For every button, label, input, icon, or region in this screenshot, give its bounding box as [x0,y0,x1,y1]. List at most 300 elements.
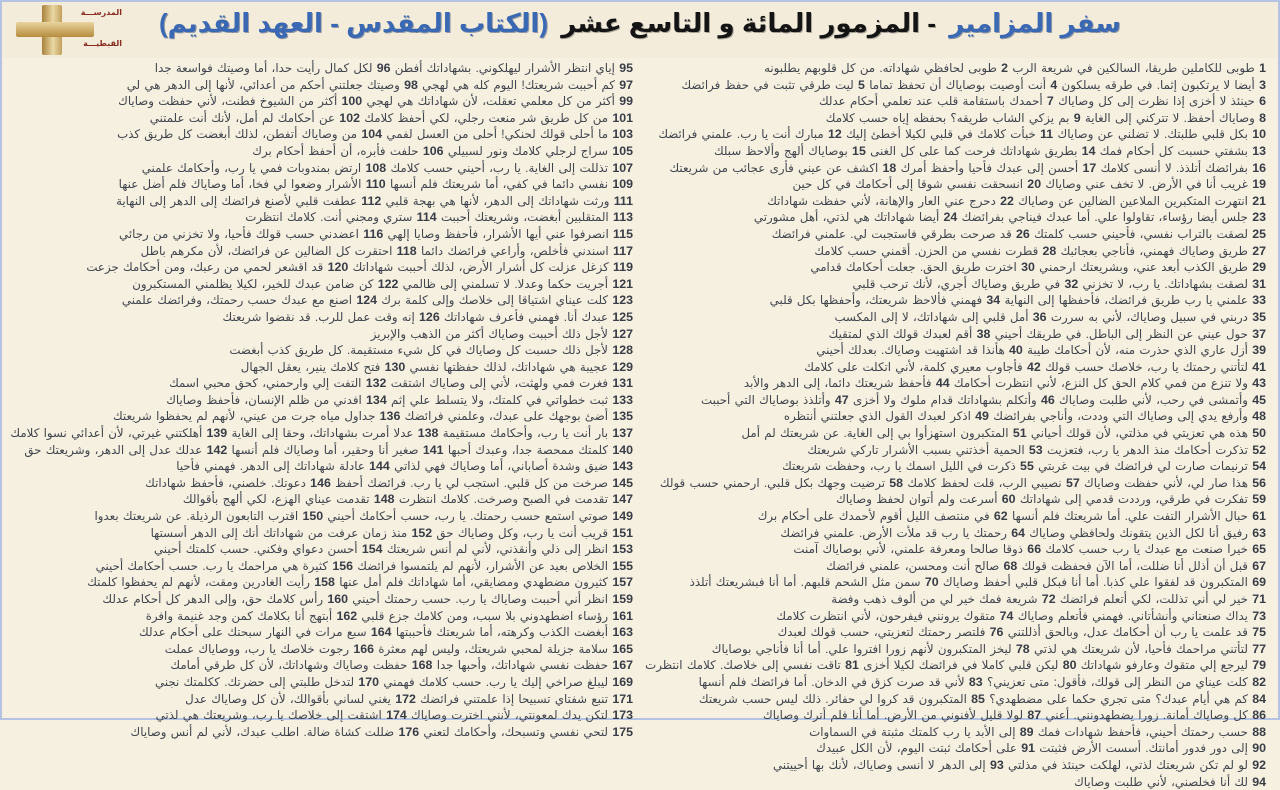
verse-number-136: 136 [379,409,401,424]
verse-111: 111 ورثت شهاداتك إلى الدهر، لأنها هي بهجة قلبي [385,193,633,208]
verse-number-128: 128 [612,343,633,358]
verse-77: 77 لتأتني مراحمك فأحيا، لأن شريعتك هي لذتي [1033,641,1266,656]
verse-102: 102 عن أحكامك لم أمل، لأنك أنت علمتني [149,110,360,125]
verse-18: 18 اكشف عن عيني فأرى عجائب من شريعتك [669,160,897,175]
verse-1: 1 طوبى للكاملين طريقا، السالكين في شريعة الرب [1012,61,1266,75]
verse-number-21: 21 [1252,193,1266,208]
verse-number-158: 158 [314,575,335,590]
verse-number-149: 149 [612,509,633,524]
verse-number-141: 141 [422,442,444,457]
verse-2: 2 طوبى لحافظي شهاداته. من كل قلوبهم يطلبونه [764,61,1009,75]
verse-number-59: 59 [1252,492,1266,507]
verse-29: 29 طريق الكذب أبعد عني، وبشريعتك ارحمني [1039,260,1266,275]
verse-55: 55 ذكرت في الليل اسمك يا رب، وحفظت شريعتك [782,459,1034,474]
verse-number-27: 27 [1252,243,1266,258]
verse-number-23: 23 [1252,210,1266,225]
verse-number-115: 115 [613,226,633,241]
verse-number-11: 11 [1040,127,1054,142]
verse-number-54: 54 [1252,459,1266,474]
verse-number-38: 38 [976,326,991,341]
verse-139: 139 أهلكتني غيرتي، لأن أعدائي نسوا كلامك [10,426,228,441]
verse-70: 70 سمن مثل الشحم قلبهم. أما أنا فبشريعتك أتلذذ [689,575,939,590]
verse-12: 12 مبارك أنت يا رب. علمني فرائضك [658,127,842,142]
header [2,2,1278,58]
verse-123: 123 كلت عيناي اشتياقا إلى خلاصك وإلى كلمة برك [381,293,633,308]
verse-number-9: 9 [1073,110,1081,125]
verse-152: 152 منذ زمان عرفت من شهاداتك أنك إلى الدهر أسستها [150,525,433,540]
verse-number-148: 148 [373,492,395,507]
verse-43: 43 ولا تنزع من فمي كلام الحق كل النزع، لأني انتظرت أحكامك [953,376,1266,391]
verse-number-53: 53 [1028,442,1043,457]
verse-number-150: 150 [302,509,324,524]
verse-number-161: 161 [612,608,633,623]
verse-88: 88 حسب رحمتك أحيني، فأحفظ شهادات فمك [1037,724,1266,739]
verse-number-79: 79 [1252,658,1266,673]
verse-45: 45 وأتمشى في رحب، لأني طلبت وصاياك [1059,392,1266,407]
verse-number-86: 86 [1252,708,1266,723]
verse-number-48: 48 [1252,409,1266,424]
verse-number-126: 126 [419,309,440,324]
verse-number-174: 174 [386,708,407,723]
verse-number-45: 45 [1252,392,1266,407]
verse-number-123: 123 [612,293,633,308]
verse-32: 32 في طريق وصاياك أجري، لأنك ترحب قلبي [852,276,1079,291]
verse-number-7: 7 [1046,94,1054,109]
verse-10: 10 بكل قلبي طلبتك. لا تضلني عن وصاياك [1057,127,1266,142]
verse-38: 38 أقم لعبدك قولك الذي لمتقيك [828,326,991,341]
verse-number-118: 118 [396,243,417,258]
verse-58: 58 ترضيت وجهك بكل قلبي. ارحمني حسب قولك [659,475,904,490]
verse-number-127: 127 [612,326,633,341]
verse-number-41: 41 [1252,359,1266,374]
verse-41: 41 لتأتني رحمتك يا رب، خلاصك حسب قولك [1045,359,1266,374]
verse-34: 34 فهمني فألاحظ شريعتك، وأحفظها بكل قلبي [769,293,1001,308]
verse-107: 107 تذللت إلى الغاية. يا رب، أحيني حسب كلامك [390,160,633,175]
verse-number-98: 98 [404,77,418,92]
verse-59: 59 تفكرت في طرقي، ورددت قدمي إلى شهاداتك [1019,492,1266,507]
verse-number-43: 43 [1252,376,1266,391]
verse-26: 26 قد صرحت بطرقي فاستجبت لي. علمني فرائضك [771,226,1030,241]
verses-column-left-95-176 [10,60,633,739]
verse-85: 85 المتكبرون قد كروا لي حفائر. ذلك ليس حسب شريعتك [698,691,985,706]
verse-84: 84 كم هي أيام عبدك؟ متى تجري حكما على مضطهدي؟ [989,691,1266,706]
verse-172: 172 يغني لساني بأقوالك، لأن كل وصاياك عدل [185,691,416,706]
verse-60: 60 أسرعت ولم أتوان لحفظ وصاياك [836,492,1016,507]
verse-number-165: 165 [612,641,633,656]
verse-number-173: 173 [612,708,633,723]
verse-number-95: 95 [619,61,633,75]
verse-80: 80 ليكن قلبي كاملا في فرائضك لكيلا أخزى [863,658,1077,673]
verse-number-151: 151 [612,525,633,540]
verse-113: 113 المتقلبين أبغضت، وشريعتك أحببت [440,210,633,225]
verse-174: 174 اشتقت إلى خلاصك يا رب، وشريعتك هي لذتي [155,708,407,723]
verse-number-168: 168 [411,658,433,673]
verses-column-right-1-94 [643,60,1266,789]
verse-40: 40 هأنذا قد اشتهيت وصاياك. بعدلك أحيني [816,343,1023,358]
verse-number-13: 13 [1252,143,1266,158]
verse-number-58: 58 [889,475,904,490]
logo-text-top: المدرســـة [80,8,122,17]
verse-number-133: 133 [612,392,633,407]
verse-number-16: 16 [1252,160,1266,175]
verse-147: 147 تقدمت في الصبح وصرخت. كلامك انتظرت [398,492,633,507]
verse-69: 69 المتكبرون قد لفقوا علي كذبا. أما أنا فبكل قلبي أحفظ وصاياك [942,575,1266,590]
verse-number-35: 35 [1252,309,1266,324]
verse-87: 87 لولا قليل لأفنوني من الأرض. أما أنا فلم أترك وصاياك [763,708,1042,723]
verse-118: 118 احتقرت كل الضالين عن فرائضك، لأن مكرهم باطل [140,243,417,258]
verse-136: 136 جداول مياه جرت من عيني، لأنهم لم يحفظوا شريعتك [112,409,401,424]
verse-160: 160 رأس كلامك حق، وإلى الدهر كل أحكام عدلك [102,592,349,606]
verse-17: 17 أحسن إلى عبدك فأحيا وأحفظ أمرك [900,160,1097,175]
verse-146: 146 دعوتك. خلصني، فأحفظ شهاداتك [145,475,331,490]
verse-number-57: 57 [1065,475,1080,490]
verse-49: 49 اذكر لعبدك القول الذي جعلتني أنتظره [783,409,989,424]
verse-114: 114 ستري ومجني أنت. كلامك انتظرت [245,210,437,225]
verse-number-19: 19 [1252,177,1266,192]
verse-number-90: 90 [1252,741,1266,756]
verse-48: 48 وأرفع يدي إلى وصاياك التي وددت، وأناجي بفرائضك [993,409,1266,424]
verse-number-137: 137 [612,426,633,441]
verse-number-156: 156 [332,558,353,573]
verse-6: 6 حينئذ لا أخزى إذا نظرت إلى كل وصاياك [1058,94,1266,109]
verse-167: 167 حفظت نفسي شهاداتك، وأحبها جدا [436,658,633,673]
verse-140: 140 كلمتك ممحصة جدا، وعبدك أحبها [447,442,633,457]
verse-71: 71 خير لي أني تذللت، لكي أتعلم فرائضك [1059,592,1266,606]
verse-119: 119 كزغل عزلت كل أشرار الأرض، لذلك أحببت شهاداتك [352,260,633,275]
verse-number-67: 67 [1252,558,1266,573]
verse-number-77: 77 [1252,641,1266,656]
verse-number-162: 162 [336,608,358,623]
verse-164: 164 سبع مرات في النهار سبحتك على أحكام عدلك [139,625,392,640]
verse-number-110: 110 [365,177,386,192]
verse-number-65: 65 [1252,542,1266,557]
verse-number-80: 80 [1062,658,1077,673]
verse-15: 15 بوصاياك ألهج وألاحظ سبلك [713,143,866,158]
verse-number-71: 71 [1252,592,1266,606]
verse-117: 117 اسندني فأخلص، وأراعي فرائضك دائما [420,243,633,258]
verse-66: 66 ذوقا صالحا ومعرفة علمني، لأني بوصاياك آمنت [793,542,1042,557]
verse-158: 158 رأيت الغادرين ومقت، لأنهم لم يحفظوا كلمتك [87,575,335,590]
verse-number-176: 176 [398,724,420,739]
verse-number-84: 84 [1252,691,1266,706]
verse-number-1: 1 [1259,61,1266,75]
verse-number-44: 44 [935,376,950,391]
verse-23: 23 جلس أيضا رؤساء، تقاولوا علي. أما عبدك فيناجي بفرائضك [961,210,1266,225]
verse-74: 74 متقوك يرونني فيفرحون، لأني انتظرت كلامك [776,608,1014,623]
verse-159: 159 انظر أني أحببت وصاياك يا رب. حسب رحمتك أحيني [352,592,633,606]
verse-25: 25 لصقت بالتراب نفسي، فأحيني حسب كلمتك [1034,226,1266,241]
verse-number-97: 97 [619,77,633,92]
verse-number-170: 170 [358,674,380,689]
verse-50: 50 هذه هي تعزيتي في مذلتي، لأن قولك أحياني [1030,426,1266,441]
verse-number-102: 102 [339,110,360,125]
verse-number-5: 5 [858,77,865,92]
verse-76: 76 فلتصر رحمتك لتعزيتي، حسب قولك لعبدك [777,625,1004,640]
verse-number-159: 159 [612,592,633,606]
verse-161: 161 رؤساء اضطهدوني بلا سبب، ومن كلامك جزع قلبي [361,608,633,623]
verse-number-4: 4 [1050,77,1058,92]
verse-44: 44 فأحفظ شريعتك دائما، إلى الدهر والأبد [743,376,950,391]
verse-number-91: 91 [1021,741,1035,756]
verse-number-81: 81 [845,658,859,673]
verse-number-175: 175 [612,724,633,739]
verse-number-63: 63 [1252,525,1266,540]
verse-number-33: 33 [1252,293,1266,308]
verse-number-132: 132 [365,376,387,391]
verse-132: 132 التفت إلي وارحمني، كحق محبي اسمك [169,376,387,391]
verse-81: 81 تاقت نفسي إلى خلاصك. كلامك انتظرت [645,658,859,673]
verse-number-49: 49 [975,409,989,424]
verse-143: 143 ضيق وشدة أصاباني، أما وصاياك فهي لذاتي [394,459,633,474]
verse-number-62: 62 [993,509,1008,524]
verse-137: 137 بار أنت يا رب، وأحكامك مستقيمة [442,426,633,441]
verse-14: 14 بطريق شهاداتك فرحت كما على كل الغنى [870,143,1096,158]
verse-number-46: 46 [1040,392,1055,407]
verse-156: 156 كثيرة هي مراحمك يا رب. حسب أحكامك أحيني [95,558,353,573]
verse-number-51: 51 [1012,426,1027,441]
verse-number-121: 121 [612,276,633,291]
verse-67: 67 قبل أن أذلل أنا ضللت، أما الآن فحفظت قولك [1021,558,1266,573]
verse-127: 127 لأجل ذلك أحببت وصاياك أكثر من الذهب والإبريز [370,326,633,341]
verse-number-140: 140 [612,442,633,457]
verse-5: 5 ليت طرقي تثبت في حفظ فرائضك [681,77,865,92]
verse-number-32: 32 [1064,276,1079,291]
verse-number-106: 106 [422,143,444,158]
verse-number-143: 143 [612,459,633,474]
verse-170: 170 لتدخل طلبتي إلى حضرتك. ككلمتك نجني [154,674,380,689]
verse-number-124: 124 [356,293,378,308]
verse-93: 93 إلى الدهر لا أنسى وصاياك، لأنك بها أحييتني [772,757,1004,772]
verse-86: 86 كل وصاياك أمانة. زورا يضطهدونني. أعني [1045,708,1266,723]
verse-number-17: 17 [1082,160,1097,175]
verse-142: 142 عدلك عدل إلى الدهر، وشريعتك حق [24,442,228,457]
logo-text-bottom: القبطيـــة [83,39,122,48]
verse-37: 37 حول عيني عن النظر إلى الباطل. في طريقك أحيني [994,326,1266,341]
page-title [2,8,1278,39]
verse-number-66: 66 [1027,542,1042,557]
verse-42: 42 فأجاوب معيري كلمة، لأني اتكلت على كلامك [804,359,1041,374]
verse-103: 103 ما أحلى قولك لحنكي! أحلى من العسل لفمي [386,127,633,142]
verse-number-15: 15 [852,143,866,158]
verse-51: 51 المتكبرون استهزأوا بي إلى الغاية. عن شريعتك لم أمل [741,426,1027,441]
verse-62: 62 في منتصف الليل أقوم لأحمدك على أحكام برك [757,509,1008,524]
verse-number-103: 103 [612,127,633,142]
verse-79: 79 ليرجع إلي متقوك وعارفو شهاداتك [1080,658,1266,673]
verse-number-69: 69 [1252,575,1266,590]
verse-54: 54 ترنيمات صارت لي فرائضك في بيت غربتي [1038,459,1266,474]
verse-number-89: 89 [1019,724,1034,739]
verse-number-70: 70 [924,575,939,590]
verse-number-8: 8 [1259,110,1266,125]
verse-98: 98 وصيتك جعلتني أحكم من أعدائي، لأنها إلى الدهر هي لي [126,77,418,92]
verse-133: 133 ثبت خطواتي في كلمتك، ولا يتسلط علي إثم [391,392,633,407]
verse-94: 94 لك أنا فخلصني، لأني طلبت وصاياك [1074,774,1266,789]
verse-number-50: 50 [1252,426,1266,441]
verse-47: 47 وأتلذذ بوصاياك التي أحببت [701,392,849,407]
verse-97: 97 كم أحببت شريعتك! اليوم كله هي لهجي [422,77,633,92]
verse-number-83: 83 [968,674,983,689]
verse-169: 169 ليبلغ صراخي إليك يا رب. حسب كلامك فهمني [383,674,633,689]
verse-112: 112 عطفت قلبي لأصنع فرائضك إلى الدهر إلى النهاية [116,193,382,208]
verse-number-101: 101 [612,110,633,125]
verse-number-39: 39 [1252,343,1266,358]
verse-20: 20 انسحقت نفسي شوقا إلى أحكامك في كل حين [792,177,1042,192]
verse-150: 150 اقترب التابعون الرذيلة. عن شريعتك بعدوا [94,509,324,524]
verse-number-20: 20 [1027,177,1042,192]
verse-36: 36 أمل قلبي إلى شهاداتك، لا إلى المكسب [834,309,1047,324]
verse-number-169: 169 [612,674,633,689]
verse-number-73: 73 [1252,608,1266,623]
verse-number-171: 171 [612,691,633,706]
verse-27: 27 طريق وصاياك فهمني، فأناجي بعجائبك [1060,243,1266,258]
verse-19: 19 غريب أنا في الأرض. لا تخف عني وصاياك [1045,177,1266,192]
verse-number-56: 56 [1252,475,1266,490]
verse-number-119: 119 [613,260,633,275]
verse-124: 124 اصنع مع عبدك حسب رحمتك، وفرائضك علمني [121,293,378,308]
verse-number-147: 147 [612,492,633,507]
verse-number-76: 76 [989,625,1004,640]
verse-number-111: 111 [613,193,633,208]
verse-number-47: 47 [834,392,849,407]
verse-number-142: 142 [206,442,228,457]
verse-number-10: 10 [1252,127,1266,142]
verse-number-64: 64 [1011,525,1026,540]
verse-9: 9 بم يزكي الشاب طريقه؟ بحفظه إياه حسب كلامك [825,110,1081,125]
verse-92: 92 لو لم تكن شريعتك لذتي، لهلكت حينئذ في مذلتي [1008,757,1266,772]
verse-100: 100 أكثر من الشيوخ فطنت، لأني حفظت وصاياك [118,94,363,109]
verse-number-61: 61 [1252,509,1266,524]
verse-63: 63 رفيق أنا لكل الذين يتقونك ولحافظي وصاياك [1029,525,1266,540]
verse-number-117: 117 [613,243,633,258]
verse-number-134: 134 [366,392,387,407]
verse-68: 68 صالح أنت ومحسن، علمني فرائضك [826,558,1018,573]
verse-number-107: 107 [612,160,633,175]
verse-number-25: 25 [1252,226,1266,241]
verse-number-146: 146 [310,475,331,490]
verse-125: 125 عبدك أنا. فهمني فأعرف شهاداتك [444,309,633,324]
verse-number-99: 99 [619,94,633,109]
verse-13: 13 بشفتي حسبت كل أحكام فمك [1099,143,1266,158]
verse-number-82: 82 [1252,674,1266,689]
verse-109: 109 نفسي دائما في كفي، أما شريعتك فلم أنسها [389,177,633,192]
verse-number-122: 122 [377,276,399,291]
verse-166: 166 رجوت خلاصك يا رب، ووصاياك عملت [164,641,375,656]
verse-153: 153 انظر إلى ذلي وأنقذني، لأني لم أنس شريعتك [386,542,633,557]
verse-46: 46 وأتكلم بشهاداتك قدام ملوك ولا أخزى [852,392,1055,407]
verse-52: 52 تذكرت أحكامك منذ الدهر يا رب، فتعزيت [1046,442,1266,457]
verse-145: 145 صرخت من كل قلبي. استجب لي يا رب. فرائضك أحفظ [335,475,633,490]
verse-number-18: 18 [882,160,897,175]
verse-number-160: 160 [327,592,349,606]
verse-number-93: 93 [989,757,1004,772]
verse-148: 148 تقدمت عيناي الهزع، لكي ألهج بأقوالك [182,492,395,507]
verse-number-6: 6 [1259,94,1266,109]
verse-number-72: 72 [1041,592,1056,606]
verse-number-109: 109 [612,177,633,192]
verse-number-163: 163 [612,625,633,640]
verse-21: 21 انتهرت المتكبرين الملاعين الضالين عن وصاياك [1018,193,1266,208]
verse-number-116: 116 [363,226,384,241]
verse-91: 91 على أحكامك ثبتت اليوم، لأن الكل عبيدك [816,741,1035,756]
verse-number-26: 26 [1016,226,1030,241]
verse-number-14: 14 [1081,143,1096,158]
verse-number-74: 74 [999,608,1014,623]
verse-number-96: 96 [376,61,391,75]
verse-number-42: 42 [1026,359,1041,374]
verse-126: 126 إنه وقت عمل للرب. قد نقضوا شريعتك [222,309,440,324]
verse-number-105: 105 [612,143,633,158]
verse-number-125: 125 [612,309,633,324]
verse-number-87: 87 [1027,708,1042,723]
verse-number-85: 85 [971,691,985,706]
verse-number-155: 155 [612,558,633,573]
verse-number-24: 24 [943,210,958,225]
verse-89: 89 إلى الأبد يا رب كلمتك مثبتة في السماوات [809,724,1034,739]
verse-157: 157 كثيرون مضطهدي ومضايقي، أما شهاداتك فلم أمل عنها [339,575,633,590]
verse-number-104: 104 [361,127,383,142]
verse-61: 61 حبال الأشرار التفت علي. أما شريعتك فلم أنسها [1011,509,1266,524]
verse-number-167: 167 [612,658,633,673]
verse-82: 82 كلت عيناي من النظر إلى قولك، فأقول: متى تعزيني؟ [986,674,1266,689]
verse-173: 173 لتكن يدك لمعونتي، لأنني اخترت وصاياك [411,708,633,723]
verse-number-113: 113 [613,210,633,225]
verse-number-75: 75 [1252,625,1266,640]
verse-number-2: 2 [1001,61,1009,75]
verse-115: 115 انصرفوا عني أيها الأشرار، فأحفظ وصايا إلهي [387,226,633,241]
verse-number-34: 34 [986,293,1001,308]
verse-8: 8 وصاياك أحفظ. لا تتركني إلى الغاية [1084,110,1266,125]
verse-7: 7 أحمدك باستقامة قلب عند تعلمي أحكام عدلك [818,94,1054,109]
verse-151: 151 قريب أنت يا رب، وكل وصاياك حق [436,525,633,540]
verse-53: 53 الحمية أخذتني بسبب الأشرار تاركي شريعتك [807,442,1043,457]
verse-104: 104 من وصاياك أتفطن، لذلك أبغضت كل طريق كذب [117,127,383,142]
verse-31: 31 لصقت بشهاداتك. يا رب، لا تخزني [1082,276,1266,291]
verse-number-31: 31 [1252,276,1266,291]
title-book-name: سفر المزامير [949,8,1121,38]
verse-number-30: 30 [1021,260,1035,275]
verse-72: 72 شريعة فمك خير لي من ألوف ذهب وفضة [831,592,1056,606]
verse-number-114: 114 [416,210,437,225]
verse-number-135: 135 [612,409,633,424]
verse-number-157: 157 [612,575,633,590]
verse-number-100: 100 [341,94,363,109]
verse-162: 162 أبتهج أنا بكلامك كمن وجد غنيمة وافرة [145,608,358,623]
verse-99: 99 أكثر من كل معلمي تعقلت، لأن شهاداتك هي لهجي [366,94,633,109]
verse-134: 134 افدني من ظلم الإنسان، فأحفظ وصاياك [166,392,387,407]
verse-56: 56 هذا صار لي، لأني حفظت وصاياك [1084,475,1266,490]
verse-163: 163 أبغضت الكذب وكرهته، أما شريعتك فأحببتها [395,625,633,640]
verse-165: 165 سلامة جزيلة لمحبي شريعتك، وليس لهم معثرة [378,641,633,656]
verse-number-52: 52 [1252,442,1266,457]
verse-75: 75 قد علمت يا رب أن أحكامك عدل، وبالحق أذللتني [1007,625,1266,640]
verse-171: 171 تنبع شفتاي تسبيحا إذا علمتني فرائضك [420,691,633,706]
verse-number-131: 131 [612,376,633,391]
verse-number-153: 153 [612,542,633,557]
verse-number-164: 164 [370,625,392,640]
verse-155: 155 الخلاص بعيد عن الأشرار، لأنهم لم يلتمسوا فرائضك [357,558,633,573]
verse-39: 39 أزل عاري الذي حذرت منه، لأن أحكامك طيبة [1027,343,1266,358]
verse-number-139: 139 [206,426,228,441]
verse-number-60: 60 [1001,492,1016,507]
verse-135: 135 أضئ بوجهك على عبدك، وعلمني فرائضك [404,409,633,424]
verse-138: 138 عدلا أمرت بشهاداتك، وحقا إلى الغاية [231,426,439,441]
verse-122: 122 كن ضامن عبدك للخير، لكيلا يظلمني المستكبرون [132,276,399,291]
verse-number-152: 152 [411,525,433,540]
verse-number-12: 12 [828,127,842,142]
verse-16: 16 بفرائضك أتلذذ. لا أنسى كلامك [1100,160,1266,175]
verse-78: 78 ليخز المتكبرون لأنهم زورا افتروا علي. أما أنا فأناجي بوصاياك [711,641,1030,656]
title-psalm-number: - المزمور المائة و التاسع عشر [561,8,936,38]
